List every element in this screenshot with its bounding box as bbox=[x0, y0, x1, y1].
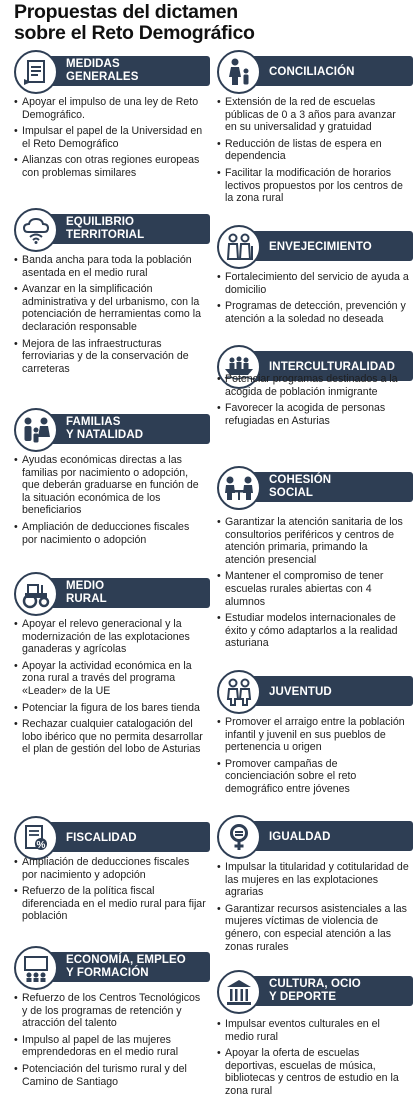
section-heading bbox=[269, 241, 407, 254]
proposal-item: • Impulsar el papel de la Universidad en el Reto Demográfico bbox=[14, 125, 206, 150]
title-line-1: Propuestas del dictamen bbox=[14, 1, 238, 23]
proposal-item: • Programas de detección, prevención y atención a la soledad no deseada bbox=[217, 300, 409, 325]
proposal-item: • Refuerzo de los Centros Tecnológicos y de los programas de retención y atracción del talento bbox=[14, 992, 206, 1030]
section-banner bbox=[14, 572, 210, 610]
section-banner bbox=[217, 670, 413, 708]
proposal-item: • Apoyar la oferta de escuelas deportivas, escuelas de música, bibliotecas y centros de estudio en la zona rural bbox=[217, 1047, 409, 1097]
proposal-item: • Facilitar la modificación de horarios lectivos propuestos por los centros de la zona rural bbox=[217, 167, 409, 205]
proposal-item: • Ampliación de deducciones fiscales por nacimiento y adopción bbox=[14, 856, 206, 881]
proposal-item: • Avanzar en la simplificación administrativa y del urbanismo, con la potenciación de herramientas como la declaración responsable bbox=[14, 283, 206, 333]
proposal-item: • Promover el arraigo entre la población infantil y juvenil en sus pueblos de pertenencia u origen bbox=[217, 716, 409, 754]
proposal-item: • Ampliación de deducciones fiscales por nacimiento o adopción bbox=[14, 521, 206, 546]
section-heading-line: ECONOMÍA, EMPLEO bbox=[66, 954, 186, 966]
parent-child-icon bbox=[217, 50, 261, 94]
proposal-list bbox=[217, 861, 409, 957]
section-heading bbox=[269, 686, 407, 699]
section-heading bbox=[66, 580, 204, 606]
youth-icon bbox=[217, 670, 261, 714]
section-heading bbox=[269, 831, 407, 844]
proposal-item: • Promover campañas de concienciación sobre el reto demográfico entre jóvenes bbox=[217, 758, 409, 796]
section-banner bbox=[217, 50, 413, 88]
section-banner bbox=[14, 816, 210, 854]
proposal-item: • Apoyar el relevo generacional y la modernización de las explotaciones ganaderas y agrícolas bbox=[14, 618, 206, 656]
proposal-list bbox=[217, 96, 409, 209]
proposal-list bbox=[14, 96, 206, 184]
section-heading-line: GENERALES bbox=[66, 71, 139, 83]
section-heading-line: FISCALIDAD bbox=[66, 832, 137, 844]
museum-icon bbox=[217, 970, 261, 1014]
section-heading-line: CONCILIACIÓN bbox=[269, 66, 355, 78]
section-heading-line: IGUALDAD bbox=[269, 831, 331, 843]
proposal-item: • Impulso al papel de las mujeres emprendedoras en el medio rural bbox=[14, 1034, 206, 1059]
proposal-item: • Impulsar eventos culturales en el medio rural bbox=[217, 1018, 409, 1043]
section-heading-line: SOCIAL bbox=[269, 487, 314, 499]
proposal-list bbox=[14, 856, 206, 927]
section-banner bbox=[217, 815, 413, 853]
section-heading-line: MEDIO bbox=[66, 580, 105, 592]
section-heading bbox=[66, 416, 204, 442]
proposal-item: • Reducción de listas de espera en dependencia bbox=[217, 138, 409, 163]
section-banner bbox=[217, 970, 413, 1008]
proposal-item: • Garantizar la atención sanitaria de los consultorios periféricos y centros de atención primaria, primando la atención presencial bbox=[217, 516, 409, 566]
section-heading-line: JUVENTUD bbox=[269, 686, 332, 698]
section-banner bbox=[14, 50, 210, 88]
meeting-icon bbox=[217, 466, 261, 510]
proposal-item: • Potenciar la figura de los bares tienda bbox=[14, 702, 206, 715]
proposal-list bbox=[14, 454, 206, 550]
section-heading-line: Y DEPORTE bbox=[269, 991, 337, 1003]
section-heading bbox=[269, 474, 407, 500]
section-heading-line: RURAL bbox=[66, 593, 107, 605]
document-icon bbox=[14, 50, 58, 94]
proposal-item: • Apoyar el impulso de una ley de Reto Demográfico. bbox=[14, 96, 206, 121]
section-heading-line: ENVEJECIMIENTO bbox=[269, 241, 372, 253]
proposal-item: • Rechazar cualquier catalogación del lobo ibérico que no permita desarrollar el plan de gestión del lobo de Asturias bbox=[14, 718, 206, 756]
proposal-item: • Garantizar recursos asistenciales a las mujeres víctimas de violencia de género, con especial atención a las zonas rurales bbox=[217, 903, 409, 953]
cloud-wifi-icon bbox=[14, 208, 58, 252]
section-heading-line: MEDIDAS bbox=[66, 58, 120, 70]
proposal-item: • Impulsar la titularidad y cotitularidad de las mujeres en las explotaciones agrarias bbox=[217, 861, 409, 899]
svg-text:%: % bbox=[36, 840, 46, 851]
proposal-item: • Mejora de las infraestructuras ferroviarias y de la conservación de carreteras bbox=[14, 338, 206, 376]
proposal-list bbox=[217, 516, 409, 654]
page-title bbox=[14, 2, 255, 44]
proposal-item: • Banda ancha para toda la población asentada en el medio rural bbox=[14, 254, 206, 279]
proposal-list bbox=[217, 271, 409, 329]
proposal-item: • Apoyar la actividad económica en la zona rural a través del programa «Leader» de la UE bbox=[14, 660, 206, 698]
proposal-item: • Potenciación del turismo rural y del Camino de Santiago bbox=[14, 1063, 206, 1088]
section-heading-line: EQUILIBRIO bbox=[66, 216, 135, 228]
proposal-item: • Potenciar programas destinados a la acogida de población inmigrante bbox=[217, 373, 409, 398]
proposal-list bbox=[14, 618, 206, 760]
proposal-list bbox=[217, 716, 409, 800]
section-banner bbox=[14, 408, 210, 446]
section-heading bbox=[66, 832, 204, 845]
section-banner bbox=[14, 946, 210, 984]
elderly-icon bbox=[217, 225, 261, 269]
section-heading bbox=[66, 216, 204, 242]
title-line-2: sobre el Reto Demográfico bbox=[14, 22, 255, 44]
proposal-item: • Fortalecimiento del servicio de ayuda a domicilio bbox=[217, 271, 409, 296]
proposal-item: • Estudiar modelos internacionales de éxito y cómo adaptarlos a la realidad asturiana bbox=[217, 612, 409, 650]
tractor-icon bbox=[14, 572, 58, 616]
section-heading-line: INTERCULTURALIDAD bbox=[269, 361, 396, 373]
section-heading bbox=[269, 66, 407, 79]
section-heading-line: COHESIÓN bbox=[269, 474, 332, 486]
gender-equality-icon bbox=[217, 815, 261, 859]
section-banner bbox=[14, 208, 210, 246]
proposal-item: • Mantener el compromiso de tener escuelas rurales abiertas con 4 alumnos bbox=[217, 570, 409, 608]
family-icon bbox=[14, 408, 58, 452]
proposal-item: • Extensión de la red de escuelas públicas de 0 a 3 años para avanzar en su universalidad y gratuidad bbox=[217, 96, 409, 134]
section-heading-line: CULTURA, OCIO bbox=[269, 978, 361, 990]
section-heading-line: TERRITORIAL bbox=[66, 229, 145, 241]
section-heading bbox=[66, 954, 204, 980]
proposal-list bbox=[14, 254, 206, 379]
section-banner bbox=[217, 225, 413, 263]
proposal-list bbox=[14, 992, 206, 1092]
proposal-item: • Favorecer la acogida de personas refugiadas en Asturias bbox=[217, 402, 409, 427]
presentation-icon bbox=[14, 946, 58, 990]
section-heading-line: FAMILIAS bbox=[66, 416, 121, 428]
section-banner bbox=[217, 466, 413, 504]
proposal-list bbox=[217, 373, 409, 431]
proposal-item: • Ayudas económicas directas a las familias por nacimiento o adopción, que deberán graduarse en función de la situación económica de los beneficiarios bbox=[14, 454, 206, 517]
proposal-item: • Alianzas con otras regiones europeas con problemas similares bbox=[14, 154, 206, 179]
section-heading bbox=[66, 58, 204, 84]
proposal-list bbox=[217, 1018, 409, 1102]
tax-document-icon bbox=[14, 816, 58, 860]
proposal-item: • Refuerzo de la política fiscal diferenciada en el medio rural para fijar población bbox=[14, 885, 206, 923]
section-heading-line: Y NATALIDAD bbox=[66, 429, 144, 441]
section-heading bbox=[269, 978, 407, 1004]
section-heading-line: Y FORMACIÓN bbox=[66, 967, 149, 979]
